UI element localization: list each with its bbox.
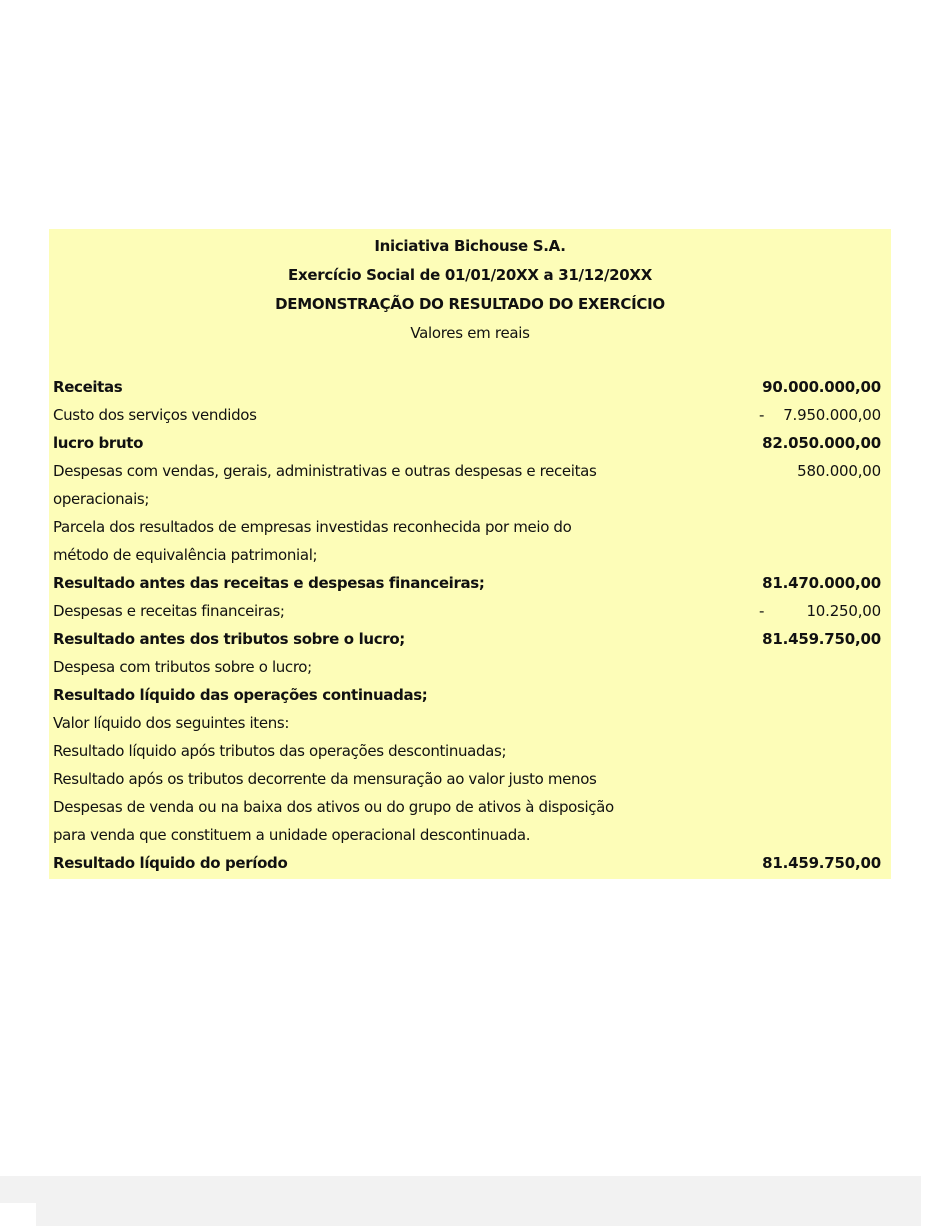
row-sign: - bbox=[759, 406, 765, 424]
row-value: 81.470.000,00 bbox=[762, 574, 881, 592]
statement-row bbox=[53, 821, 887, 849]
statement-row bbox=[53, 765, 887, 793]
row-label: Despesas de venda ou na baixa dos ativos ou do grupo de ativos à disposição bbox=[53, 798, 614, 816]
statement-row bbox=[53, 569, 887, 597]
income-statement bbox=[49, 229, 891, 879]
statement-row bbox=[53, 401, 887, 429]
statement-row bbox=[53, 681, 887, 709]
footer-bar bbox=[0, 1176, 921, 1226]
row-value: 81.459.750,00 bbox=[762, 630, 881, 648]
row-label: método de equivalência patrimonial; bbox=[53, 546, 318, 564]
footer-notch bbox=[0, 1203, 36, 1226]
company-name: Iniciativa Bichouse S.A. bbox=[374, 237, 566, 255]
row-label: Resultado após os tributos decorrente da mensuração ao valor justo menos bbox=[53, 770, 597, 788]
statement-row bbox=[53, 597, 887, 625]
statement-row bbox=[53, 541, 887, 569]
statement-row bbox=[53, 793, 887, 821]
statement-row bbox=[53, 625, 887, 653]
statement-row bbox=[53, 849, 887, 877]
row-label: Resultado antes das receitas e despesas financeiras; bbox=[53, 574, 485, 592]
row-label: Despesa com tributos sobre o lucro; bbox=[53, 658, 312, 676]
row-value: 7.950.000,00 bbox=[783, 406, 881, 424]
row-label: Despesas com vendas, gerais, administrativas e outras despesas e receitas bbox=[53, 462, 597, 480]
row-sign: - bbox=[759, 602, 765, 620]
row-value: 580.000,00 bbox=[797, 462, 881, 480]
row-label: Despesas e receitas financeiras; bbox=[53, 602, 285, 620]
fiscal-period: Exercício Social de 01/01/20XX a 31/12/20XX bbox=[288, 266, 652, 284]
row-value: 90.000.000,00 bbox=[762, 378, 881, 396]
statement-row bbox=[53, 429, 887, 457]
statement-row bbox=[53, 653, 887, 681]
statement-header bbox=[49, 232, 891, 348]
row-label: Resultado líquido das operações continuadas; bbox=[53, 686, 428, 704]
row-label: Resultado líquido após tributos das operações descontinuadas; bbox=[53, 742, 507, 760]
row-value: 81.459.750,00 bbox=[762, 854, 881, 872]
statement-title: DEMONSTRAÇÃO DO RESULTADO DO EXERCÍCIO bbox=[275, 295, 665, 313]
row-label: Resultado líquido do período bbox=[53, 854, 288, 872]
statement-row bbox=[53, 737, 887, 765]
statement-row bbox=[53, 709, 887, 737]
row-label: lucro bruto bbox=[53, 434, 144, 452]
statement-row bbox=[53, 373, 887, 401]
statement-rows bbox=[53, 373, 887, 877]
row-label: para venda que constituem a unidade operacional descontinuada. bbox=[53, 826, 531, 844]
statement-row bbox=[53, 513, 887, 541]
row-label: Resultado antes dos tributos sobre o lucro; bbox=[53, 630, 405, 648]
row-label: Parcela dos resultados de empresas investidas reconhecida por meio do bbox=[53, 518, 572, 536]
row-value: 10.250,00 bbox=[806, 602, 881, 620]
statement-row bbox=[53, 485, 887, 513]
row-label: Custo dos serviços vendidos bbox=[53, 406, 257, 424]
statement-row bbox=[53, 457, 887, 485]
row-label: Valor líquido dos seguintes itens: bbox=[53, 714, 290, 732]
row-value: 82.050.000,00 bbox=[762, 434, 881, 452]
currency-unit: Valores em reais bbox=[410, 324, 530, 342]
row-label: Receitas bbox=[53, 378, 123, 396]
row-label: operacionais; bbox=[53, 490, 150, 508]
